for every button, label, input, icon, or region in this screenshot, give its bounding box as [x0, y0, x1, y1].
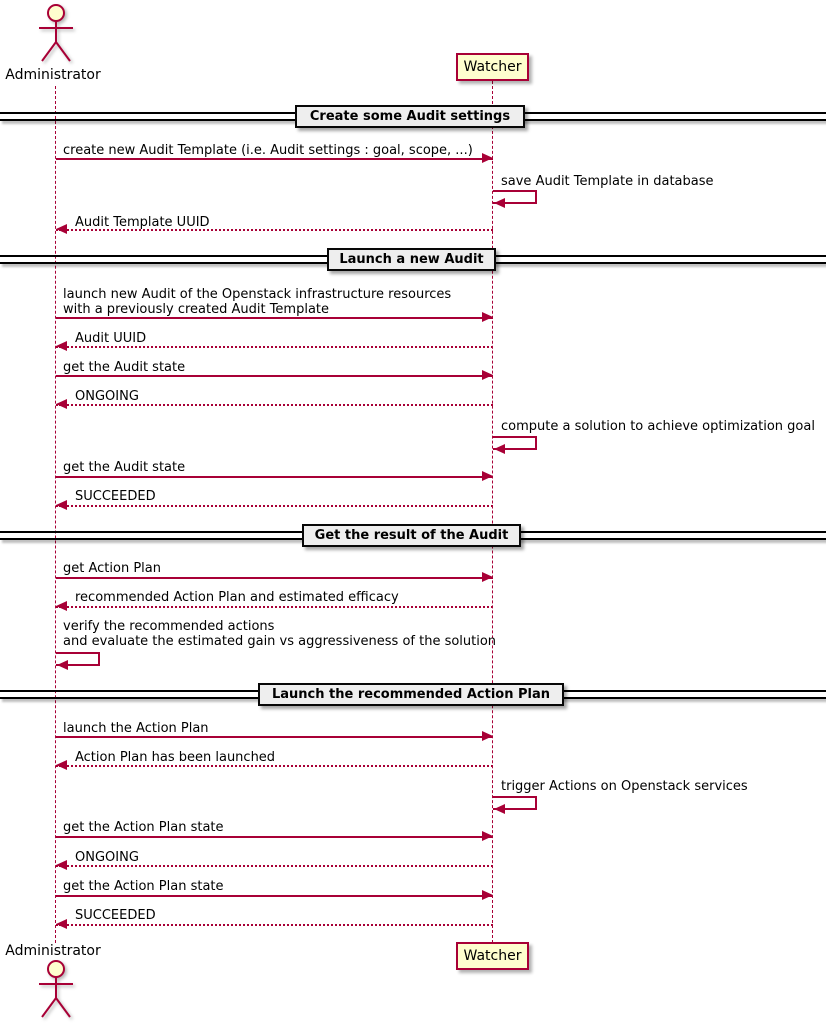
message-arrowhead: [56, 500, 67, 510]
lifeline-watcher: [492, 81, 493, 943]
section-divider: Launch the recommended Action Plan: [258, 683, 564, 706]
message-label: create new Audit Template (i.e. Audit settings : goal, scope, ...): [63, 143, 473, 158]
message-arrowhead: [482, 731, 493, 741]
message-arrowhead: [482, 572, 493, 582]
self-message-label: save Audit Template in database: [501, 174, 714, 189]
message-arrow-line: [56, 346, 493, 348]
message-arrow-line: [56, 229, 493, 231]
message-arrow-line: [56, 836, 493, 838]
message-arrowhead: [482, 471, 493, 481]
message-arrowhead: [56, 760, 67, 770]
self-message-label: compute a solution to achieve optimization goal: [501, 419, 815, 434]
participant-watcher-bottom: Watcher: [456, 942, 529, 970]
message-arrow-line: [56, 577, 493, 579]
section-divider: Get the result of the Audit: [302, 524, 521, 547]
administrator-actor-icon: [24, 2, 88, 66]
message-label: recommended Action Plan and estimated efficacy: [75, 590, 399, 605]
message-label: launch new Audit of the Openstack infrastructure resources: [63, 287, 452, 302]
message-arrow-line: [56, 476, 493, 478]
message-label: Audit Template UUID: [75, 215, 210, 230]
message-arrow-line: [56, 606, 493, 608]
message-arrow-line: [56, 158, 493, 160]
administrator-actor-icon: [24, 958, 88, 1022]
message-label: get the Audit state: [63, 360, 186, 375]
message-arrowhead: [482, 370, 493, 380]
message-label: get the Action Plan state: [63, 879, 224, 894]
message-arrow-line: [56, 736, 493, 738]
message-label: get the Audit state: [63, 460, 186, 475]
self-message-arrowhead: [494, 444, 505, 454]
self-message-arrowhead: [494, 198, 505, 208]
message-label: with a previously created Audit Template: [63, 302, 330, 317]
message-arrowhead: [482, 312, 493, 322]
self-message-label: verify the recommended actions: [63, 619, 275, 634]
message-arrowhead: [56, 919, 67, 929]
message-arrowhead: [482, 890, 493, 900]
self-message-arrowhead: [57, 660, 68, 670]
administrator-label-top: Administrator: [5, 67, 101, 83]
participant-watcher-top: Watcher: [456, 53, 529, 81]
message-label: SUCCEEDED: [75, 489, 156, 504]
administrator-label-bottom: Administrator: [5, 943, 101, 959]
message-label: get Action Plan: [63, 561, 161, 576]
message-label: launch the Action Plan: [63, 721, 209, 736]
message-arrowhead: [56, 860, 67, 870]
message-arrow-line: [56, 765, 493, 767]
message-arrowhead: [56, 341, 67, 351]
lifeline-administrator: [55, 86, 56, 943]
self-message-label: and evaluate the estimated gain vs aggressiveness of the solution: [63, 634, 497, 649]
message-arrowhead: [482, 831, 493, 841]
section-divider: Create some Audit settings: [295, 105, 525, 128]
message-arrowhead: [56, 399, 67, 409]
message-label: get the Action Plan state: [63, 820, 224, 835]
message-arrowhead: [482, 153, 493, 163]
section-divider: Launch a new Audit: [327, 248, 496, 271]
self-message-arrowhead: [494, 804, 505, 814]
message-label: Audit UUID: [75, 331, 147, 346]
message-arrow-line: [56, 895, 493, 897]
message-arrow-line: [56, 317, 493, 319]
message-arrow-line: [56, 865, 493, 867]
message-label: Action Plan has been launched: [75, 750, 276, 765]
message-arrowhead: [56, 224, 67, 234]
message-arrow-line: [56, 924, 493, 926]
message-label: ONGOING: [75, 389, 139, 404]
message-arrow-line: [56, 505, 493, 507]
message-label: ONGOING: [75, 850, 139, 865]
message-label: SUCCEEDED: [75, 908, 156, 923]
message-arrow-line: [56, 375, 493, 377]
message-arrow-line: [56, 404, 493, 406]
message-arrowhead: [56, 601, 67, 611]
self-message-label: trigger Actions on Openstack services: [501, 779, 748, 794]
